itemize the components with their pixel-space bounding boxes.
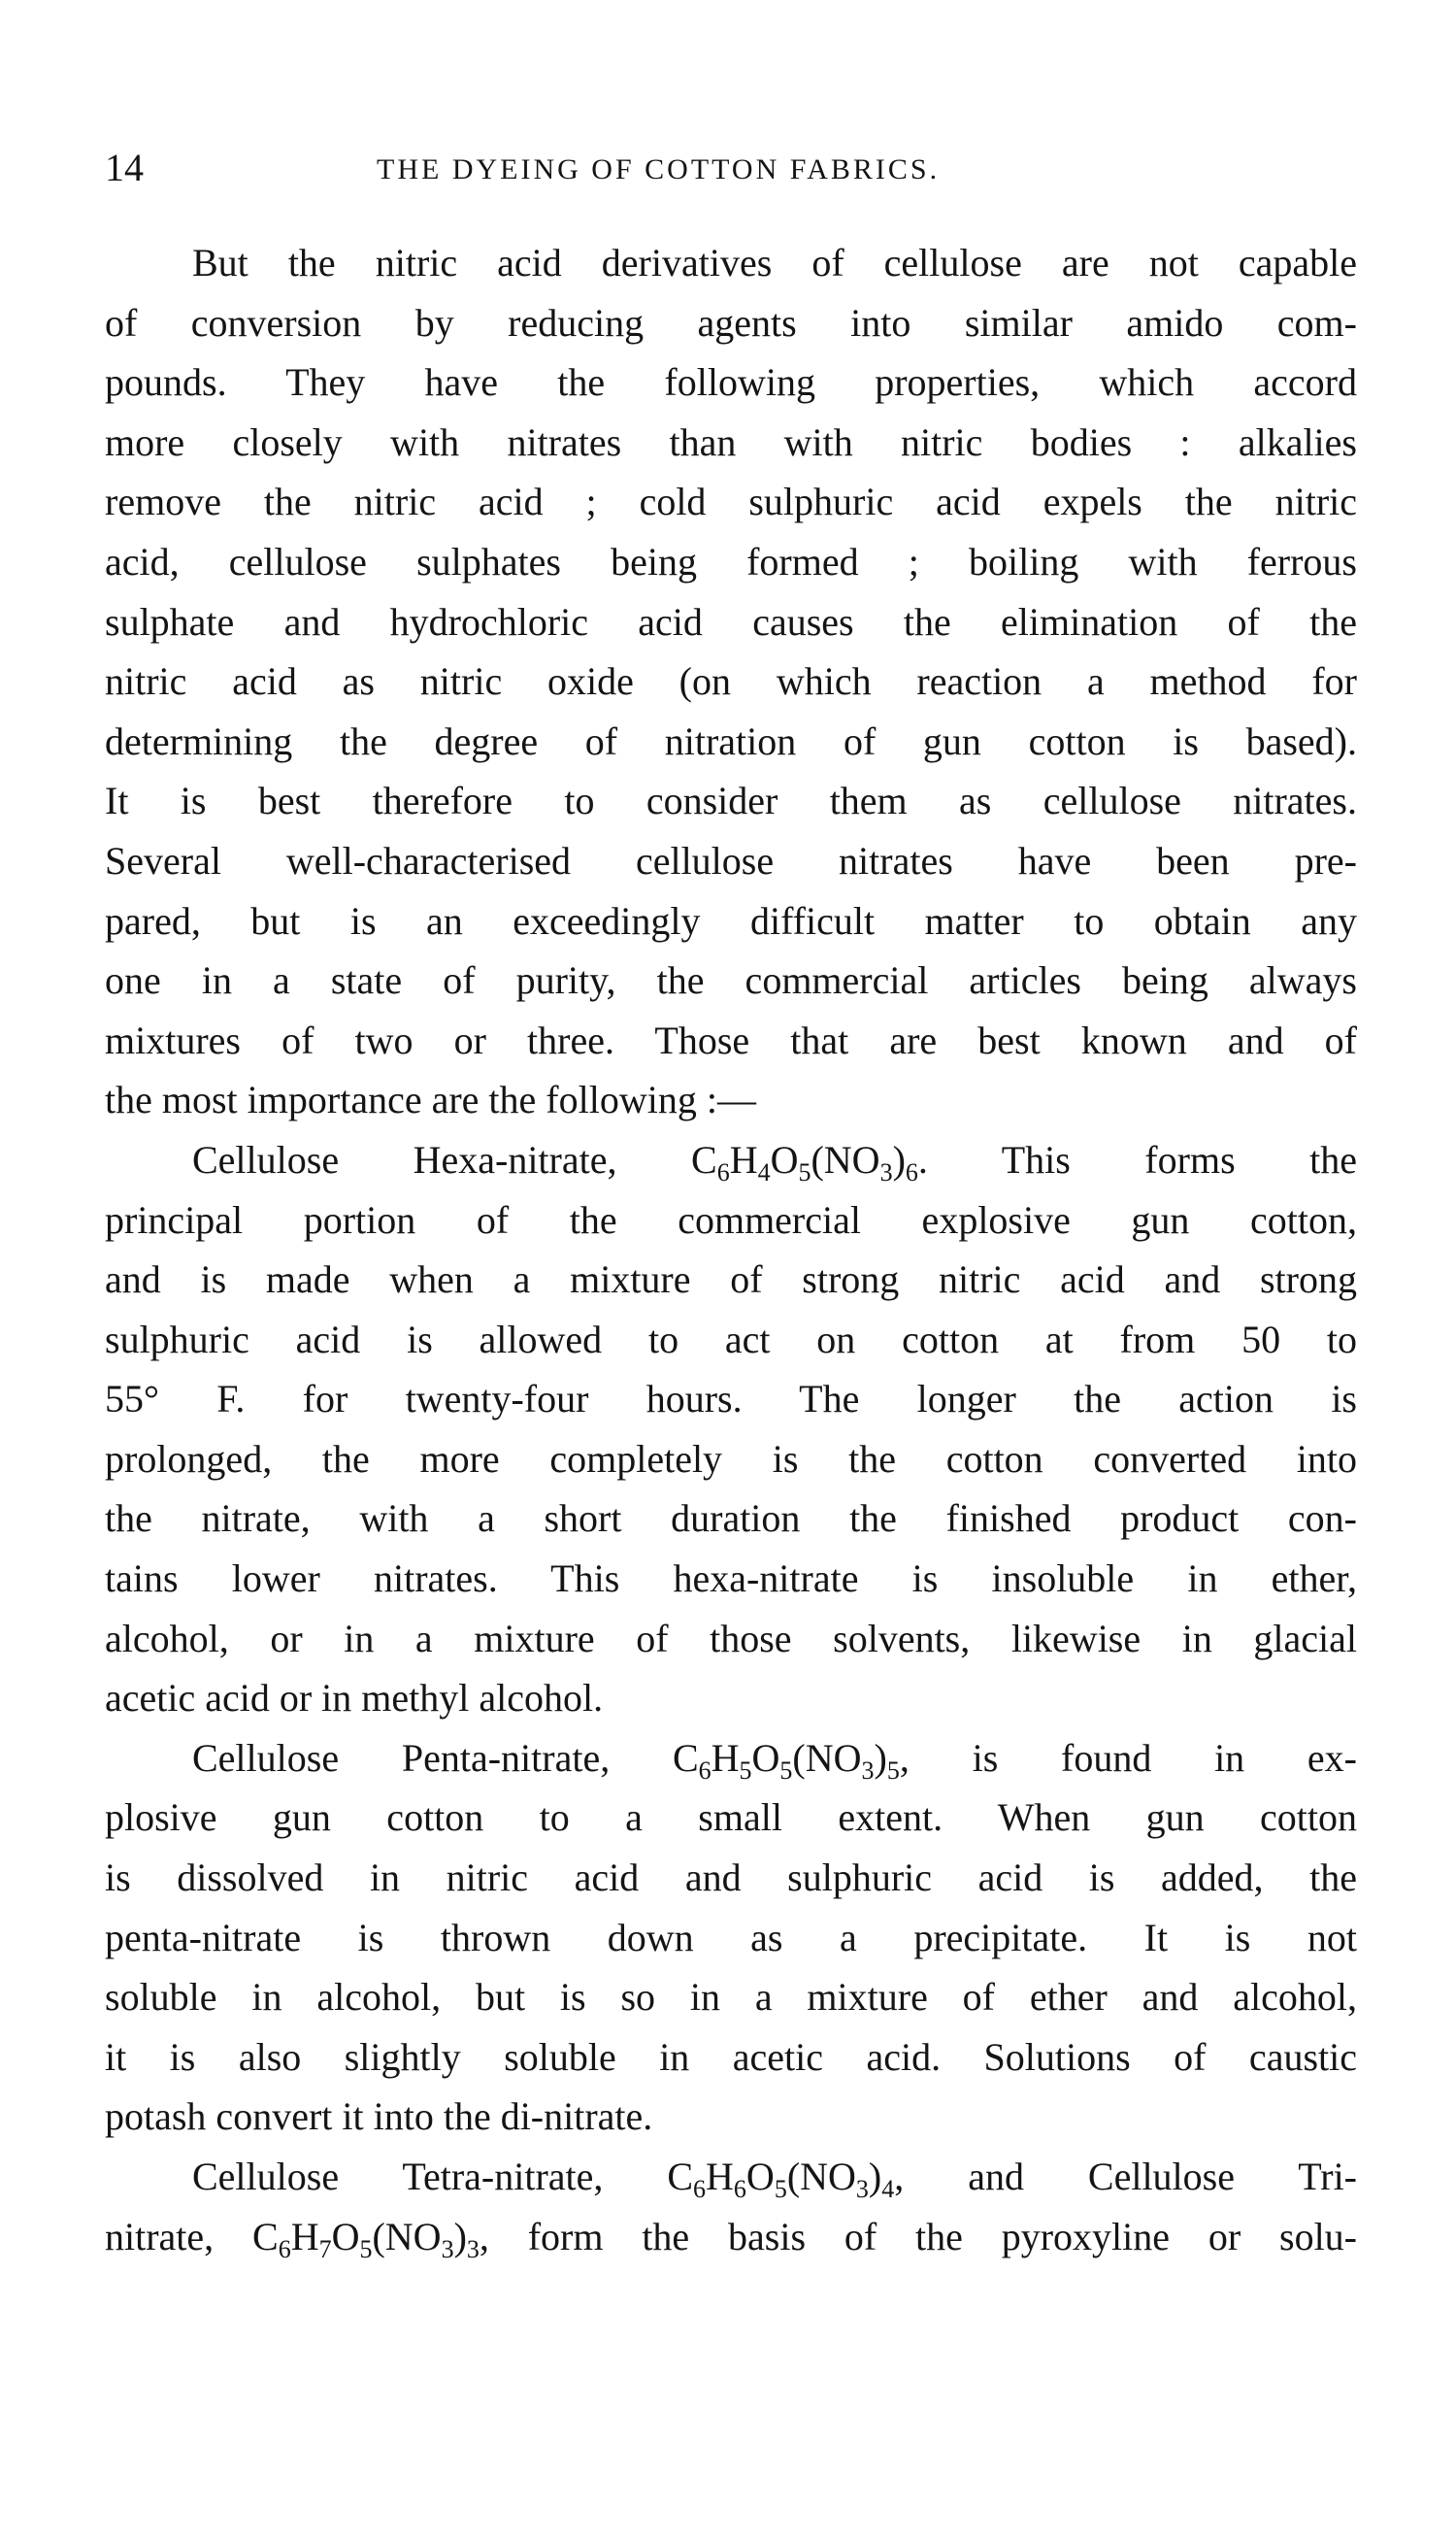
running-head: THE DYEING OF COTTON FABRICS. bbox=[377, 153, 941, 185]
subscript: 5 bbox=[886, 1755, 900, 1785]
subscript: 5 bbox=[798, 1157, 811, 1187]
formula-lead-text: Cellulose Tetra-nitrate, C bbox=[192, 2155, 694, 2198]
text-line: But the nitric acid derivatives of cellulose are not capable bbox=[192, 241, 1357, 284]
text-line: tains lower nitrates. This hexa-nitrate is insoluble in ether, bbox=[105, 1556, 1357, 1601]
formula-close: ) bbox=[868, 2155, 882, 2198]
subscript: 7 bbox=[318, 2234, 332, 2263]
text-line: the most importance are the following :— bbox=[105, 1078, 756, 1122]
subscript: 5 bbox=[779, 1755, 793, 1785]
subscript: 5 bbox=[739, 1755, 752, 1785]
text-line: more closely with nitrates than with nitric bodies : alkalies bbox=[105, 419, 1357, 464]
formula-group: (NO bbox=[786, 2155, 856, 2198]
subscript: 3 bbox=[466, 2234, 480, 2263]
formula-lead-text: Cellulose Penta-nitrate, C bbox=[192, 1735, 699, 1780]
text-line: Several well-characterised cellulose nitrates have been pre- bbox=[105, 838, 1357, 883]
formula-element: O bbox=[770, 1137, 799, 1182]
formula-close: ) bbox=[453, 2214, 467, 2258]
subscript: 5 bbox=[359, 2234, 373, 2263]
paragraph-tetra-tri-nitrate bbox=[105, 2147, 1357, 2266]
formula-end: , bbox=[899, 1735, 910, 1780]
subscript: 3 bbox=[441, 2234, 454, 2263]
formula-line bbox=[105, 2147, 1357, 2207]
formula-end: , bbox=[894, 2155, 905, 2198]
subscript: 5 bbox=[774, 2175, 787, 2203]
subscript: 3 bbox=[855, 2175, 869, 2203]
formula-end: . bbox=[917, 1137, 928, 1182]
formula-element: H bbox=[729, 1137, 758, 1182]
text-line: the nitrate, with a short duration the finished product con- bbox=[105, 1496, 1357, 1541]
paragraph-penta-nitrate bbox=[105, 1728, 1357, 2147]
formula-element: H bbox=[706, 2155, 734, 2198]
text-line: determining the degree of nitration of gun cotton is based). bbox=[105, 719, 1357, 763]
formula-element: H bbox=[290, 2214, 319, 2258]
formula-line bbox=[105, 1130, 1357, 1190]
paragraph-hexa-nitrate bbox=[105, 1130, 1357, 1728]
formula-group: (NO bbox=[372, 2214, 442, 2258]
text-line: plosive gun cotton to a small extent. When gun cotton bbox=[105, 1795, 1357, 1840]
text-line: principal portion of the commercial explosive gun cotton, bbox=[105, 1197, 1357, 1242]
text-line: is dissolved in nitric acid and sulphuric acid is added, the bbox=[105, 1856, 1357, 1900]
formula-element: O bbox=[751, 1735, 780, 1780]
text-line: prolonged, the more completely is the cotton converted into bbox=[105, 1436, 1357, 1481]
text-line: acetic acid or in methyl alcohol. bbox=[105, 1676, 604, 1721]
formula-close: ) bbox=[892, 1137, 906, 1182]
subscript: 6 bbox=[716, 1157, 730, 1187]
text-line: of conversion by reducing agents into similar amido com- bbox=[105, 300, 1357, 345]
formula-lead-text: Cellulose Hexa-nitrate, C bbox=[192, 1137, 717, 1182]
formula-group: (NO bbox=[811, 1137, 880, 1182]
formula-trail-text: and Cellulose Tri- bbox=[968, 2155, 1357, 2198]
text-line: soluble in alcohol, but is so in a mixture of ether and alcohol, bbox=[105, 1975, 1357, 2020]
text-line: acid, cellulose sulphates being formed ; boiling with ferrous bbox=[105, 539, 1357, 584]
formula-close: ) bbox=[874, 1735, 887, 1780]
paragraph-1 bbox=[105, 233, 1357, 1130]
formula-line bbox=[105, 2207, 1357, 2267]
body-text bbox=[105, 233, 1357, 2266]
formula-trail-text: This forms the bbox=[1001, 1137, 1358, 1182]
subscript: 4 bbox=[757, 1157, 771, 1187]
text-line: penta-nitrate is thrown down as a precipitate. It is not bbox=[105, 1915, 1357, 1959]
text-line: and is made when a mixture of strong nitric acid and strong bbox=[105, 1257, 1357, 1302]
subscript: 3 bbox=[879, 1157, 893, 1187]
text-line: sulphuric acid is allowed to act on cotton at from 50 to bbox=[105, 1317, 1357, 1361]
formula-group: (NO bbox=[792, 1735, 862, 1780]
page-header bbox=[105, 144, 1357, 192]
text-line: It is best therefore to consider them as cellulose nitrates. bbox=[105, 779, 1357, 823]
text-line: one in a state of purity, the commercial articles being always bbox=[105, 958, 1357, 1003]
subscript: 4 bbox=[881, 2175, 895, 2203]
formula-end: , bbox=[479, 2214, 489, 2258]
text-line: 55° F. for twenty-four hours. The longer the action is bbox=[105, 1377, 1357, 1421]
formula-element: O bbox=[331, 2214, 360, 2258]
page-number: 14 bbox=[105, 146, 144, 189]
text-line: remove the nitric acid ; cold sulphuric acid expels the nitric bbox=[105, 480, 1357, 524]
formula-line bbox=[105, 1728, 1357, 1789]
formula-trail-text: is found in ex- bbox=[972, 1735, 1358, 1780]
text-line: sulphate and hydrochloric acid causes the elimination of the bbox=[105, 599, 1357, 644]
formula-element: H bbox=[711, 1735, 740, 1780]
text-line: mixtures of two or three. Those that are best known and of bbox=[105, 1018, 1357, 1062]
subscript: 6 bbox=[905, 1157, 918, 1187]
text-line: pared, but is an exceedingly difficult matter to obtain any bbox=[105, 898, 1357, 943]
subscript: 6 bbox=[733, 2175, 746, 2203]
text-line: alcohol, or in a mixture of those solvents, likewise in glacial bbox=[105, 1616, 1357, 1660]
text-line: nitric acid as nitric oxide (on which reaction a method for bbox=[105, 659, 1357, 704]
formula-lead-text: nitrate, C bbox=[105, 2214, 279, 2258]
text-line: potash convert it into the di-nitrate. bbox=[105, 2094, 653, 2139]
formula-element: O bbox=[745, 2155, 775, 2198]
subscript: 6 bbox=[693, 2175, 707, 2203]
text-line: pounds. They have the following properties, which accord bbox=[105, 360, 1357, 405]
subscript: 3 bbox=[861, 1755, 875, 1785]
subscript: 6 bbox=[278, 2234, 291, 2263]
formula-trail-text: form the basis of the pyroxyline or solu- bbox=[527, 2214, 1357, 2258]
text-line: it is also slightly soluble in acetic acid. Solutions of caustic bbox=[105, 2034, 1357, 2079]
subscript: 6 bbox=[698, 1755, 711, 1785]
